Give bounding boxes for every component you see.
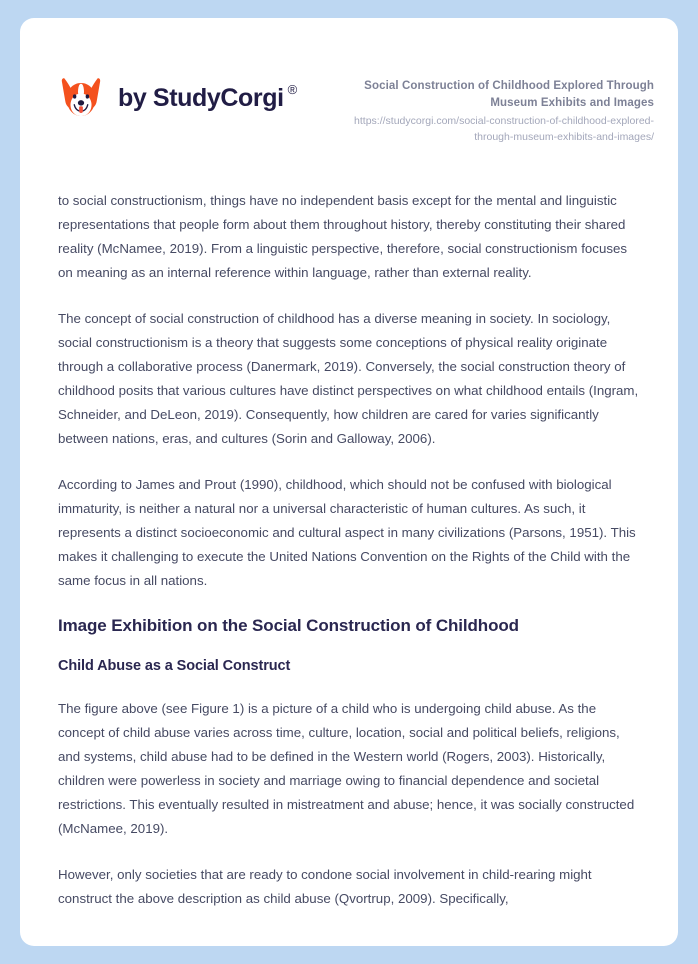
source-url[interactable]: https://studycorgi.com/social-construction-of-childhood-explored-through-museum-exhibits-and-images/ [354, 115, 654, 143]
document-header [20, 18, 678, 145]
page-title: Social Construction of Childhood Explored Through Museum Exhibits and Images [364, 80, 654, 109]
brand-name-text [118, 81, 297, 112]
document-body [20, 189, 678, 911]
paragraph-3: According to James and Prout (1990), childhood, which should not be confused with biological immaturity, is neither a natural nor a universal characteristic of human cultures. As such, it represents a distinct socioeconomic and cultural aspect in many civilizations (Parsons, 1951). This makes it challenging to execute the United Nations Convention on the Rights of the Child with the same focus in all nations. [58, 476, 636, 588]
paragraph-4: The figure above (see Figure 1) is a picture of a child who is undergoing child abuse. As the concept of child abuse varies across time, culture, location, social and political beliefs, religions, and systems, child abuse had to be defined in the Western world (Rogers, 2003). Historically, children were powerless in society and marriage owing to financial dependence and societal restrictions. This eventually resulted in mistreatment and abuse; hence, it was socially constructed (McNamee, 2019). [58, 700, 635, 836]
paragraph-5: However, only societies that are ready to condone social involvement in child-rearing might construct the above description as child abuse (Qvortrup, 2009). Specifically, [58, 866, 592, 906]
header-document-meta [324, 70, 654, 145]
section-heading: Image Exhibition on the Social Construction of Childhood [58, 615, 519, 635]
document-page [20, 18, 678, 946]
paragraph-2: The concept of social construction of childhood has a diverse meaning in society. In sociology, social constructionism is a theory that suggests some conceptions of physical reality originate through a collaborative process (Danermark, 2019). Conversely, the social construction theory of childhood posits that various cultures have distinct perspectives on what childhood entails (Ingram, Schneider, and DeLeon, 2019). Consequently, how children are cared for varies significantly between nations, eras, and cultures (Sorin and Galloway, 2006). [58, 310, 639, 446]
brand-logo-group [57, 70, 297, 122]
registered-trademark-icon: ® [287, 81, 297, 97]
sub-heading: Child Abuse as a Social Construct [58, 657, 291, 674]
corgi-logo-icon [57, 74, 105, 122]
paragraph-1: to social constructionism, things have no independent basis except for the mental and linguistic representations that people form about them throughout history, thereby constituting their shared reality (McNamee, 2019). From a linguistic perspective, therefore, social constructionism focuses on meaning as an internal reference within language, rather than external reality. [58, 192, 628, 280]
brand-name-label: by StudyCorgi [118, 83, 284, 112]
